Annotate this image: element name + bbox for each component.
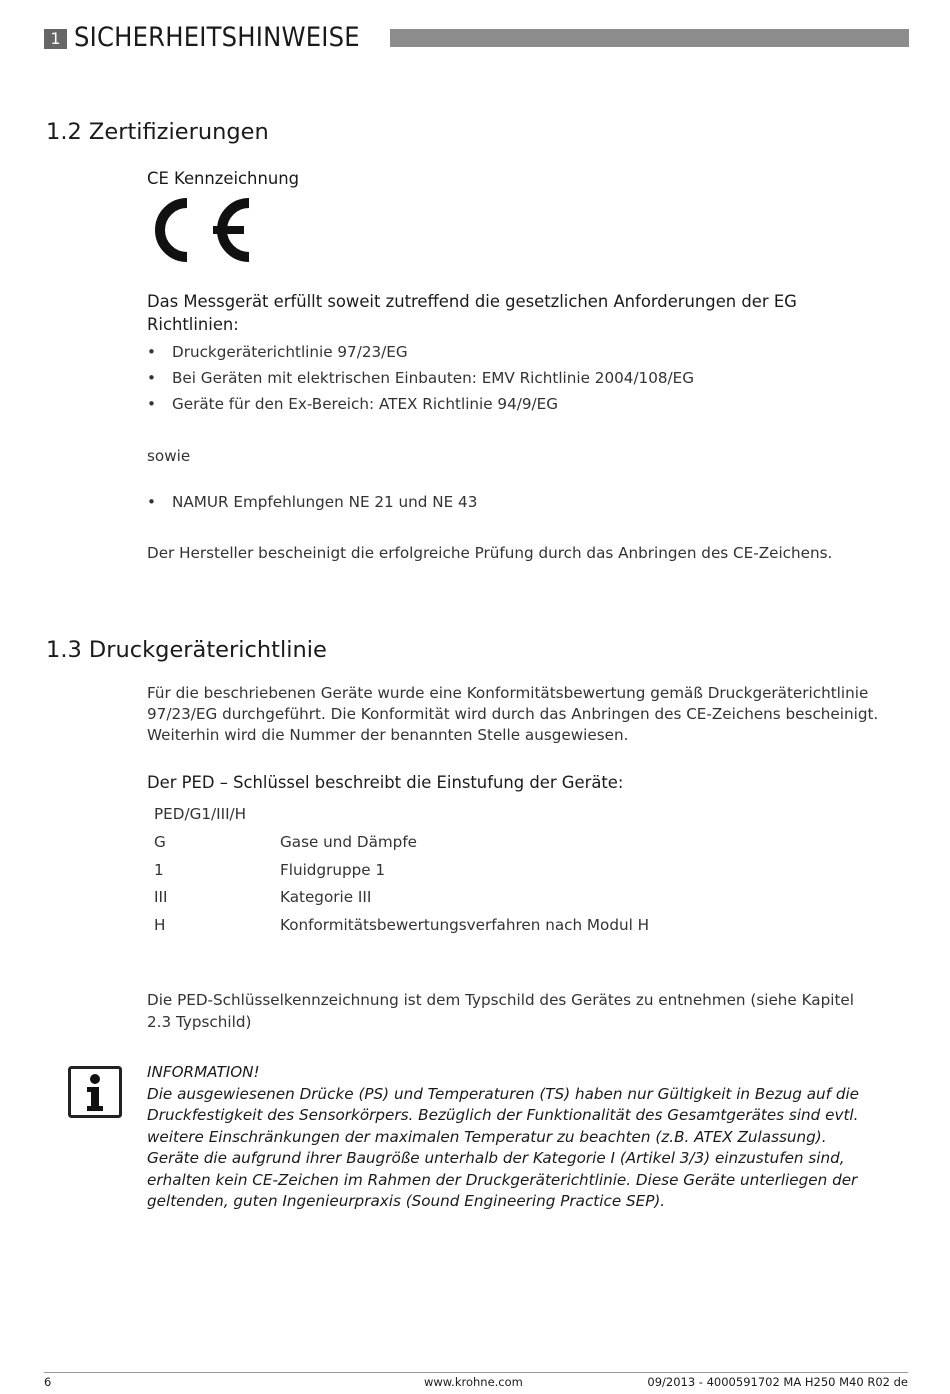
section-heading-zertifizierungen: 1.2 Zertifizierungen [46,119,269,145]
manufacturer-statement: Der Hersteller bescheinigt die erfolgreiche Prüfung durch das Anbringen des CE-Zeichens. [147,544,833,562]
header-bar [390,29,909,76]
ped-key-heading: Der PED – Schlüssel beschreibt die Einstufung der Geräte: [147,773,624,792]
page-number: 6 [44,1375,52,1389]
model-label: H250 M40 [779,58,859,76]
ce-mark-logo [145,192,253,268]
chapter-title: SICHERHEITSHINWEISE [74,22,360,53]
sowie-text: sowie [147,447,191,465]
typschild-note-line: Die PED-Schlüsselkennzeichnung ist dem Typschild des Gerätes zu entnehmen (siehe Kapitel [147,991,854,1009]
section-heading-druckgeraeterichtlinie: 1.3 Druckgeräterichtlinie [46,637,327,663]
information-body [147,1084,907,1212]
information-line: weitere Einschränkungen der maximalen Temperatur zu beachten (z.B. ATEX Zulassung). [147,1127,827,1146]
information-line: Die ausgewiesenen Drücke (PS) und Temperaturen (TS) haben nur Gültigkeit in Bezug auf die [147,1085,860,1103]
information-title: INFORMATION! [147,1063,260,1081]
ped-paragraph-line: Weiterhin wird die Nummer der benannten Stelle ausgewiesen. [147,726,629,744]
information-line: erhalten kein CE-Zeichen im Rahmen der Druckgeräterichtlinie. Diese Geräte unterliegen der [147,1170,858,1189]
ce-label: CE Kennzeichnung [147,169,300,188]
information-line: geltenden, guten Ingenieurpraxis (Sound Engineering Practice SEP). [147,1192,666,1211]
footer-divider [44,1372,908,1373]
website-link[interactable]: www.krohne.com [424,1375,523,1389]
ped-paragraph-line: 97/23/EG durchgeführt. Die Konformität wird durch das Anbringen des CE-Zeichens bescheinigt. [147,705,879,723]
information-line: Geräte die aufgrund ihrer Baugröße unterhalb der Kategorie I (Artikel 3/3) einzustufen sind, [147,1149,845,1168]
ped-paragraph-line: Für die beschriebenen Geräte wurde eine Konformitätsbewertung gemäß Druckgeräterichtlinie [147,684,869,702]
information-line: Druckfestigkeit des Sensorkörpers. Bezüglich der Funktionalität des Gesamtgerätes sind evtl. [147,1106,859,1125]
chapter-number-badge: 1 [44,29,67,49]
directives-intro: Das Messgerät erfüllt soweit zutreffend die gesetzlichen Anforderungen der EG Richtlinien: [147,292,797,334]
document-reference: 09/2013 - 4000591702 MA H250 M40 R02 de [647,1375,908,1389]
typschild-note-line: 2.3 Typschild) [147,1013,252,1031]
info-icon [68,1066,122,1118]
